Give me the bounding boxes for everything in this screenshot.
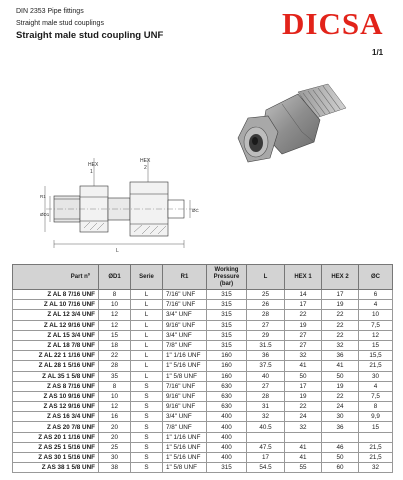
cell-serie: S bbox=[131, 381, 163, 391]
table-row bbox=[13, 422, 393, 432]
cell-part: Z AL 8 7/16 UNF bbox=[13, 290, 99, 300]
cell-pressure: 315 bbox=[207, 340, 247, 350]
cell-serie: S bbox=[131, 422, 163, 432]
specs-table bbox=[12, 264, 393, 473]
cell-serie: S bbox=[131, 442, 163, 452]
cell-r1: 7/16" UNF bbox=[163, 381, 207, 391]
cell-hex2: 60 bbox=[322, 463, 359, 473]
cell-pressure: 630 bbox=[207, 402, 247, 412]
cell-c: 15,5 bbox=[359, 351, 393, 361]
cell-serie: L bbox=[131, 290, 163, 300]
dim-c: ØC bbox=[192, 208, 199, 213]
cell-pressure: 400 bbox=[207, 453, 247, 463]
cell-serie: L bbox=[131, 330, 163, 340]
cell-r1: 7/16" UNF bbox=[163, 300, 207, 310]
brand-logo: DICSA bbox=[282, 6, 384, 41]
cell-hex1: 17 bbox=[285, 300, 322, 310]
page-title: Straight male stud coupling UNF bbox=[16, 30, 164, 41]
cell-d1: 30 bbox=[99, 453, 131, 463]
cell-c bbox=[359, 432, 393, 442]
table-row bbox=[13, 463, 393, 473]
cell-c: 4 bbox=[359, 300, 393, 310]
cell-hex2: 30 bbox=[322, 412, 359, 422]
cell-l: 28 bbox=[247, 391, 285, 401]
cell-r1: 1" 1/16 UNF bbox=[163, 351, 207, 361]
cell-hex1: 41 bbox=[285, 361, 322, 371]
table-row bbox=[13, 320, 393, 330]
col-hex2: HEX 2 bbox=[322, 265, 359, 290]
cell-part: Z AS 12 9/16 UNF bbox=[13, 402, 99, 412]
cell-l: 54.5 bbox=[247, 463, 285, 473]
cell-hex1: 22 bbox=[285, 402, 322, 412]
cell-r1: 9/16" UNF bbox=[163, 320, 207, 330]
cell-part: Z AS 20 1 1/16 UNF bbox=[13, 432, 99, 442]
cell-l: 29 bbox=[247, 330, 285, 340]
cell-c: 9,9 bbox=[359, 412, 393, 422]
cell-c: 21,5 bbox=[359, 442, 393, 452]
cell-serie: S bbox=[131, 463, 163, 473]
cell-serie: S bbox=[131, 402, 163, 412]
cell-r1: 7/8" UNF bbox=[163, 340, 207, 350]
cell-hex2: 19 bbox=[322, 300, 359, 310]
cell-d1: 35 bbox=[99, 371, 131, 381]
cell-hex2: 46 bbox=[322, 442, 359, 452]
cell-l: 31.5 bbox=[247, 340, 285, 350]
cell-r1: 7/16" UNF bbox=[163, 290, 207, 300]
cell-hex1 bbox=[285, 432, 322, 442]
cell-pressure: 160 bbox=[207, 351, 247, 361]
cell-r1: 1" 5/16 UNF bbox=[163, 453, 207, 463]
cell-r1: 1" 5/8 UNF bbox=[163, 463, 207, 473]
cell-hex1: 27 bbox=[285, 340, 322, 350]
dim-r1: R1 bbox=[40, 194, 46, 199]
cell-l: 40 bbox=[247, 371, 285, 381]
cell-d1: 15 bbox=[99, 330, 131, 340]
cell-part: Z AL 10 7/16 UNF bbox=[13, 300, 99, 310]
cell-hex2: 22 bbox=[322, 330, 359, 340]
table-row bbox=[13, 412, 393, 422]
cell-c: 30 bbox=[359, 371, 393, 381]
cell-r1: 3/4" UNF bbox=[163, 330, 207, 340]
cell-l: 28 bbox=[247, 310, 285, 320]
table-row bbox=[13, 432, 393, 442]
col-hex1: HEX 1 bbox=[285, 265, 322, 290]
cell-r1: 1" 5/8 UNF bbox=[163, 371, 207, 381]
cell-pressure: 400 bbox=[207, 422, 247, 432]
table-row bbox=[13, 290, 393, 300]
cell-serie: S bbox=[131, 432, 163, 442]
cell-hex2: 50 bbox=[322, 453, 359, 463]
cell-d1: 16 bbox=[99, 412, 131, 422]
cell-d1: 10 bbox=[99, 300, 131, 310]
col-r1: R1 bbox=[163, 265, 207, 290]
cell-hex2: 19 bbox=[322, 381, 359, 391]
cell-part: Z AS 25 1 5/16 UNF bbox=[13, 442, 99, 452]
cell-hex2: 22 bbox=[322, 320, 359, 330]
cell-part: Z AL 28 1 5/16 UNF bbox=[13, 361, 99, 371]
cell-r1: 7/8" UNF bbox=[163, 422, 207, 432]
cell-serie: L bbox=[131, 371, 163, 381]
cell-c: 32 bbox=[359, 463, 393, 473]
cell-hex1: 50 bbox=[285, 371, 322, 381]
cell-l: 31 bbox=[247, 402, 285, 412]
cell-hex1: 41 bbox=[285, 453, 322, 463]
cell-d1: 28 bbox=[99, 361, 131, 371]
cell-r1: 9/16" UNF bbox=[163, 402, 207, 412]
cell-hex1: 19 bbox=[285, 320, 322, 330]
cell-serie: S bbox=[131, 412, 163, 422]
cell-hex2: 36 bbox=[322, 351, 359, 361]
hex1-label: HEX bbox=[88, 162, 99, 168]
cell-part: Z AL 12 3/4 UNF bbox=[13, 310, 99, 320]
cell-serie: L bbox=[131, 310, 163, 320]
col-part: Part nº bbox=[13, 265, 99, 290]
cell-part: Z AL 18 7/8 UNF bbox=[13, 340, 99, 350]
cell-pressure: 315 bbox=[207, 300, 247, 310]
table-row bbox=[13, 361, 393, 371]
cell-hex1: 17 bbox=[285, 381, 322, 391]
cell-pressure: 630 bbox=[207, 391, 247, 401]
cell-pressure: 160 bbox=[207, 361, 247, 371]
cell-c: 15 bbox=[359, 340, 393, 350]
table-body bbox=[13, 290, 393, 473]
cell-hex2: 36 bbox=[322, 422, 359, 432]
cell-hex2: 24 bbox=[322, 402, 359, 412]
cell-serie: L bbox=[131, 340, 163, 350]
cell-l: 32 bbox=[247, 412, 285, 422]
cell-l: 40.5 bbox=[247, 422, 285, 432]
cell-hex2: 22 bbox=[322, 310, 359, 320]
cell-pressure: 315 bbox=[207, 310, 247, 320]
hex2-label: HEX bbox=[140, 158, 151, 164]
cell-l bbox=[247, 432, 285, 442]
cell-hex1: 19 bbox=[285, 391, 322, 401]
cell-l: 27 bbox=[247, 381, 285, 391]
col-d1: ØD1 bbox=[99, 265, 131, 290]
cell-d1: 12 bbox=[99, 310, 131, 320]
table-row bbox=[13, 402, 393, 412]
hex2-number: 2 bbox=[144, 165, 147, 171]
col-c: ØC bbox=[359, 265, 393, 290]
cell-hex1: 32 bbox=[285, 422, 322, 432]
cell-serie: L bbox=[131, 300, 163, 310]
table-row bbox=[13, 371, 393, 381]
cell-serie: L bbox=[131, 351, 163, 361]
cell-serie: S bbox=[131, 391, 163, 401]
cell-l: 47.5 bbox=[247, 442, 285, 452]
cell-hex1: 14 bbox=[285, 290, 322, 300]
col-pressure: Working Pressure (bar) bbox=[207, 265, 247, 290]
table-row bbox=[13, 453, 393, 463]
cell-part: Z AS 16 3/4 UNF bbox=[13, 412, 99, 422]
col-serie: Serie bbox=[131, 265, 163, 290]
cell-serie: L bbox=[131, 320, 163, 330]
cell-d1: 38 bbox=[99, 463, 131, 473]
cell-hex2: 50 bbox=[322, 371, 359, 381]
cell-c: 7,5 bbox=[359, 320, 393, 330]
technical-drawing bbox=[40, 152, 210, 254]
cell-part: Z AS 8 7/16 UNF bbox=[13, 381, 99, 391]
cell-part: Z AL 15 3/4 UNF bbox=[13, 330, 99, 340]
cell-l: 36 bbox=[247, 351, 285, 361]
cell-hex2: 17 bbox=[322, 290, 359, 300]
cell-l: 25 bbox=[247, 290, 285, 300]
dim-d1: ØD1 bbox=[40, 212, 50, 217]
cell-hex1: 41 bbox=[285, 442, 322, 452]
cell-c: 12 bbox=[359, 330, 393, 340]
cell-serie: L bbox=[131, 361, 163, 371]
cell-pressure: 315 bbox=[207, 330, 247, 340]
cell-hex2: 41 bbox=[322, 361, 359, 371]
col-l: L bbox=[247, 265, 285, 290]
cell-c: 21,5 bbox=[359, 361, 393, 371]
cell-pressure: 315 bbox=[207, 463, 247, 473]
table-row bbox=[13, 391, 393, 401]
cell-hex2 bbox=[322, 432, 359, 442]
cell-pressure: 160 bbox=[207, 371, 247, 381]
cell-pressure: 630 bbox=[207, 381, 247, 391]
cell-hex1: 22 bbox=[285, 310, 322, 320]
table-row bbox=[13, 351, 393, 361]
cell-d1: 20 bbox=[99, 422, 131, 432]
cell-part: Z AL 22 1 1/16 UNF bbox=[13, 351, 99, 361]
subtitle: Straight male stud couplings bbox=[16, 20, 104, 27]
cell-d1: 25 bbox=[99, 442, 131, 452]
cell-r1: 1" 5/16 UNF bbox=[163, 442, 207, 452]
cell-hex1: 27 bbox=[285, 330, 322, 340]
cell-d1: 20 bbox=[99, 432, 131, 442]
cell-pressure: 315 bbox=[207, 290, 247, 300]
cell-hex1: 55 bbox=[285, 463, 322, 473]
cell-d1: 8 bbox=[99, 381, 131, 391]
cell-c: 6 bbox=[359, 290, 393, 300]
cell-pressure: 400 bbox=[207, 412, 247, 422]
cell-d1: 18 bbox=[99, 340, 131, 350]
cell-part: Z AS 38 1 5/8 UNF bbox=[13, 463, 99, 473]
cell-part: Z AL 12 9/16 UNF bbox=[13, 320, 99, 330]
cell-part: Z AS 10 9/16 UNF bbox=[13, 391, 99, 401]
cell-d1: 12 bbox=[99, 402, 131, 412]
hex1-number: 1 bbox=[90, 169, 93, 175]
cell-r1: 3/4" UNF bbox=[163, 310, 207, 320]
standard-label: DIN 2353 Pipe fittings bbox=[16, 8, 84, 15]
cell-part: Z AL 35 1 5/8 UNF bbox=[13, 371, 99, 381]
cell-r1: 1" 5/16 UNF bbox=[163, 361, 207, 371]
table-row bbox=[13, 381, 393, 391]
cell-l: 37.5 bbox=[247, 361, 285, 371]
dim-l: L bbox=[116, 248, 119, 254]
cell-hex1: 32 bbox=[285, 351, 322, 361]
cell-d1: 12 bbox=[99, 320, 131, 330]
cell-r1: 1" 1/16 UNF bbox=[163, 432, 207, 442]
table-row bbox=[13, 340, 393, 350]
cell-pressure: 400 bbox=[207, 442, 247, 452]
cell-hex2: 32 bbox=[322, 340, 359, 350]
cell-c: 10 bbox=[359, 310, 393, 320]
cell-pressure: 315 bbox=[207, 320, 247, 330]
cell-d1: 10 bbox=[99, 391, 131, 401]
cell-part: Z AS 20 7/8 UNF bbox=[13, 422, 99, 432]
cell-d1: 8 bbox=[99, 290, 131, 300]
cell-c: 7,5 bbox=[359, 391, 393, 401]
cell-d1: 22 bbox=[99, 351, 131, 361]
cell-r1: 9/16" UNF bbox=[163, 391, 207, 401]
cell-l: 27 bbox=[247, 320, 285, 330]
cell-r1: 3/4" UNF bbox=[163, 412, 207, 422]
table-header bbox=[13, 265, 393, 290]
table-row bbox=[13, 310, 393, 320]
cell-c: 15 bbox=[359, 422, 393, 432]
product-render bbox=[228, 80, 358, 172]
cell-c: 4 bbox=[359, 381, 393, 391]
cell-l: 26 bbox=[247, 300, 285, 310]
cell-pressure: 400 bbox=[207, 432, 247, 442]
cell-hex1: 24 bbox=[285, 412, 322, 422]
cell-hex2: 22 bbox=[322, 391, 359, 401]
page-number: 1/1 bbox=[372, 48, 384, 57]
cell-serie: S bbox=[131, 453, 163, 463]
cell-c: 8 bbox=[359, 402, 393, 412]
cell-c: 21,5 bbox=[359, 453, 393, 463]
table-row bbox=[13, 330, 393, 340]
cell-l: 17 bbox=[247, 453, 285, 463]
table-row bbox=[13, 442, 393, 452]
cell-part: Z AS 30 1 5/16 UNF bbox=[13, 453, 99, 463]
table-row bbox=[13, 300, 393, 310]
